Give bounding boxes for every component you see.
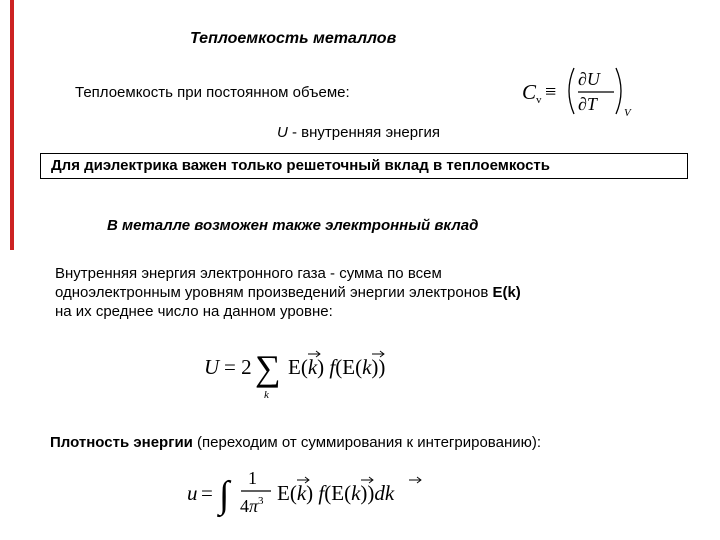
cv-formula [518, 62, 643, 120]
sigma-sign: ∑ [255, 348, 281, 388]
u-density-symbol: u [187, 481, 198, 505]
cv-symbol: C [522, 80, 537, 104]
slide-title: Теплоемкость металлов [190, 30, 397, 47]
energy-density-bold: Плотность энергии [50, 434, 193, 451]
integral-body: E(k) f(E(k))dk [277, 481, 395, 505]
internal-energy-text: - внутренняя энергия [287, 124, 441, 141]
dt-denominator: ∂T [578, 94, 597, 114]
du-numerator: ∂U [578, 69, 600, 89]
one-numerator: 1 [248, 468, 257, 488]
internal-energy-line [277, 123, 440, 142]
accent-bar [10, 0, 14, 250]
left-paren [569, 68, 574, 114]
heat-capacity-const-volume-text: Теплоемкость при постоянном объеме: [75, 84, 350, 101]
paragraph-line-2 [55, 283, 521, 302]
metal-electronic-contribution: В металле возможен также электронный вклад [107, 217, 479, 234]
paragraph-line-3: на их среднее число на данном уровне: [55, 303, 333, 320]
equals-sign: = [201, 481, 213, 505]
u-variable: U [277, 124, 288, 141]
energy-density-rest: (переходим от суммирования к интегрированию): [192, 434, 542, 451]
right-paren [616, 68, 621, 114]
integral-formula [185, 462, 440, 528]
four-pi-cubed: $4\pi^3$ [240, 495, 264, 516]
energy-density-line [50, 433, 541, 452]
sum-body: E(k) f(E(k)) [288, 355, 386, 379]
cv-subscript: v [536, 94, 542, 106]
paragraph-line-2-text: одноэлектронным уровням произведений энергии электронов [55, 284, 493, 301]
u-symbol: U [204, 355, 220, 379]
paragraph-line-1: Внутренняя энергия электронного газа - сумма по всем [55, 265, 442, 282]
sum-formula [200, 340, 415, 402]
vector-arrow-5 [409, 477, 421, 483]
equals-two: = 2 [224, 355, 252, 379]
v-subscript: V [624, 107, 631, 119]
equiv-sign: ≡ [545, 81, 557, 103]
integral-sign: ∫ [219, 474, 230, 516]
ek-bold: E(k) [492, 284, 521, 301]
sum-index-k: k [264, 389, 269, 401]
dielectric-note-box: Для диэлектрика важен только решеточный вклад в теплоемкость [40, 153, 688, 179]
